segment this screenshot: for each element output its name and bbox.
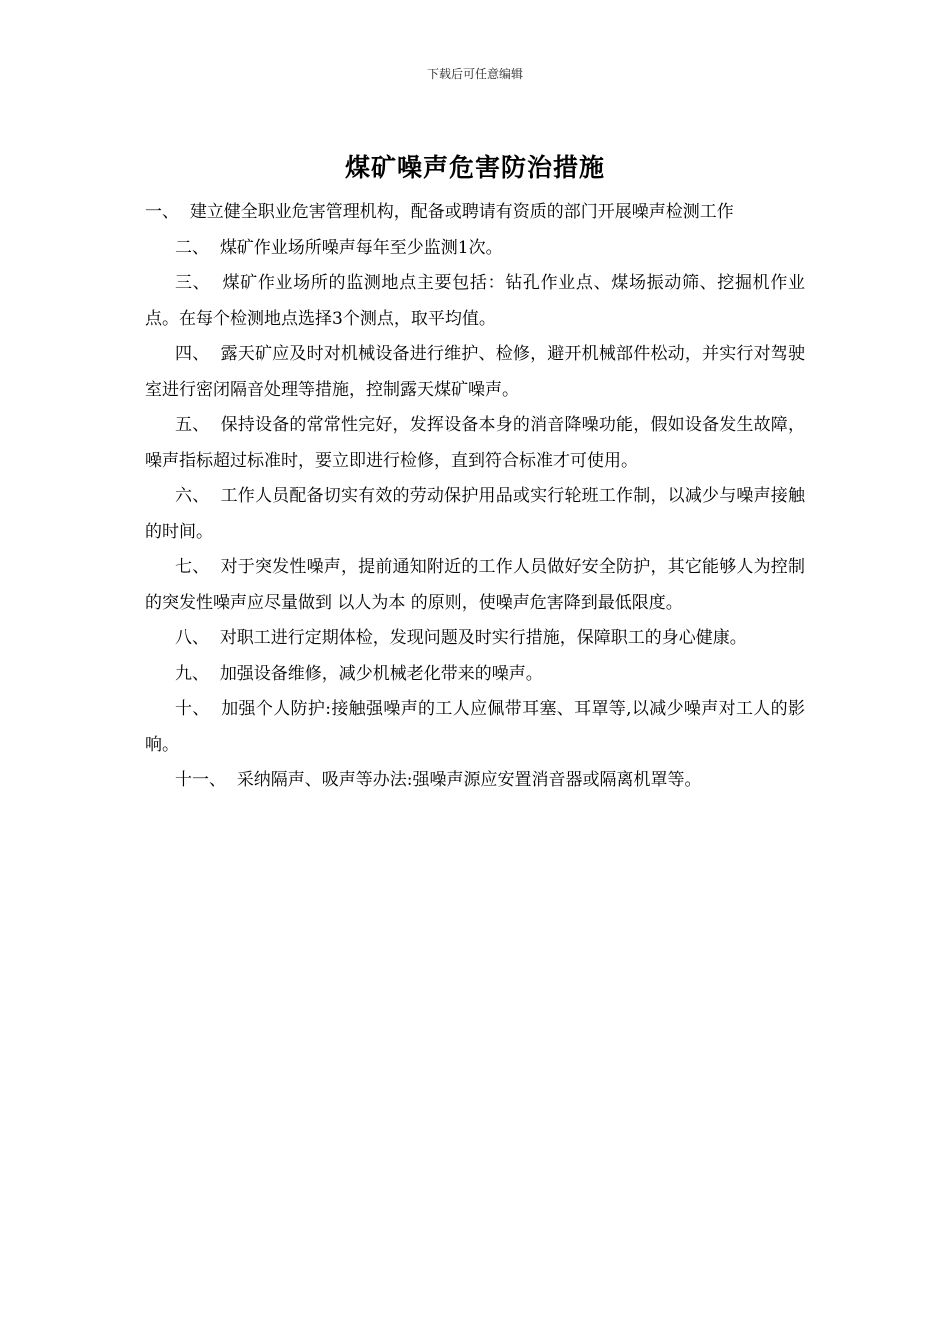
item-text: 加强设备维修，减少机械老化带来的噪声。 (219, 663, 543, 684)
header-note: 下载后可任意编辑 (426, 67, 523, 81)
item-number: 十一、 (175, 770, 237, 790)
list-item (145, 231, 805, 267)
item-number: 一、 (145, 202, 190, 222)
item-number: 九、 (175, 663, 220, 684)
item-text: 保持设备的常常性完好，发挥设备本身的消音降噪功能，假如设备发生故障，噪声指标超过标准时，要立即进行检修，直到符合标准才可使用。 (145, 415, 806, 471)
item-number: 五、 (175, 415, 221, 435)
list-item (145, 337, 805, 408)
item-text: 建立健全职业危害管理机构，配备或聘请有资质的部门开展噪声检测工作 (189, 202, 734, 222)
item-number: 二、 (175, 237, 220, 258)
list-item (145, 621, 805, 657)
item-number: 八、 (175, 628, 220, 648)
item-text: 对于突发性噪声，提前通知附近的工作人员做好安全防护，其它能够人为控制的突发性噪声应尽量做到 以人为本 的原则，使噪声危害降到最低限度。 (145, 557, 806, 613)
item-number: 七、 (175, 557, 221, 577)
item-text: 工作人员配备切实有效的劳动保护用品或实行轮班工作制，以减少与噪声接触的时间。 (145, 486, 806, 542)
item-text: 对职工进行定期体检，发现问题及时实行措施，保障职工的身心健康。 (219, 628, 747, 648)
document-body (145, 195, 805, 799)
list-item (145, 479, 805, 550)
item-text: 采纳隔声、吸声等办法:强噪声源应安置消音器或隔离机罩等。 (236, 770, 702, 790)
item-text: 煤矿作业场所噪声每年至少监测1次。 (219, 237, 503, 258)
document-title: 煤矿噪声危害防治措施 (344, 153, 605, 182)
list-item (145, 763, 805, 799)
list-item (145, 408, 805, 479)
item-number: 六、 (175, 486, 221, 506)
list-item (145, 195, 805, 231)
list-item (145, 657, 805, 693)
item-number: 十、 (175, 699, 222, 719)
list-item (145, 550, 805, 621)
item-number: 四、 (175, 344, 221, 364)
list-item (145, 266, 805, 337)
list-item (145, 692, 805, 763)
item-text: 加强个人防护:接触强噪声的工人应佩带耳塞、耳罩等,以减少噪声对工人的影响。 (145, 699, 805, 755)
item-text: 煤矿作业场所的监测地点主要包括：钻孔作业点、煤场振动筛、挖掘机作业点。在每个检测地点选择3个测点，取平均值。 (145, 273, 805, 329)
item-number: 三、 (175, 273, 223, 293)
item-text: 露天矿应及时对机械设备进行维护、检修，避开机械部件松动，并实行对驾驶室进行密闭隔音处理等措施，控制露天煤矿噪声。 (145, 344, 806, 400)
